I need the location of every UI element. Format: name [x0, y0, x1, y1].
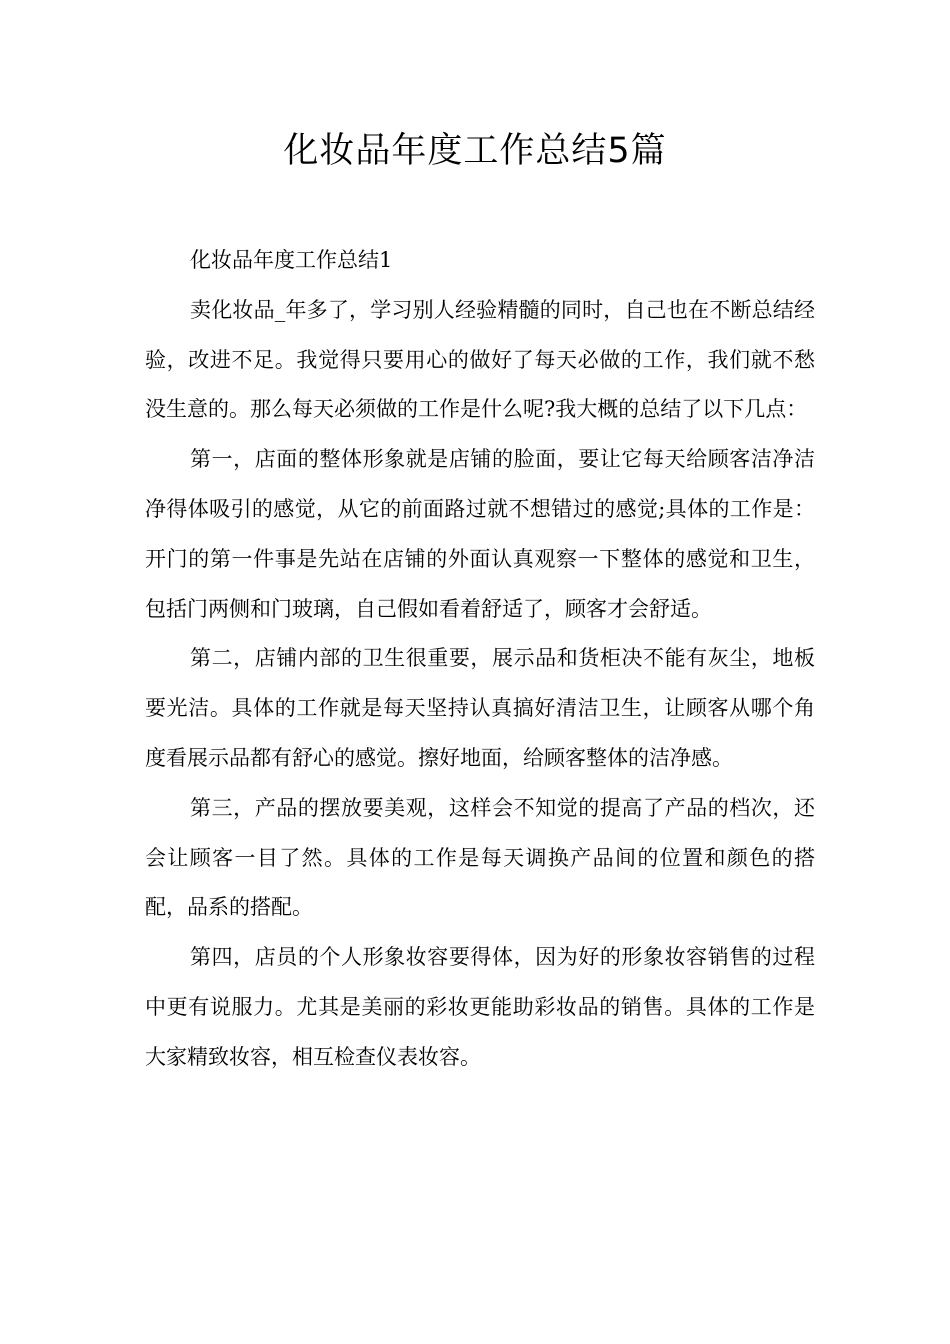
paragraph-intro: 卖化妆品_年多了，学习别人经验精髓的同时，自己也在不断总结经验，改进不足。我觉得只要用心的做好了每天必做的工作，我们就不愁没生意的。那么每天必须做的工作是什么呢?我大概的总结了以下几点： — [145, 297, 815, 422]
paragraph-point-3: 第三，产品的摆放要美观，这样会不知觉的提高了产品的档次，还会让顾客一目了然。具体的工作是每天调换产品间的位置和颜色的搭配，品系的搭配。 — [145, 795, 815, 920]
document-body — [145, 236, 815, 1083]
paragraph-point-4: 第四，店员的个人形象妆容要得体，因为好的形象妆容销售的过程中更有说服力。尤其是美丽的彩妆更能助彩妆品的销售。具体的工作是大家精致妆容，相互检查仪表妆容。 — [145, 945, 815, 1069]
paragraph-point-2: 第二，店铺内部的卫生很重要，展示品和货柜决不能有灰尘，地板要光洁。具体的工作就是每天坚持认真搞好清洁卫生，让顾客从哪个角度看展示品都有舒心的感觉。擦好地面，给顾客整体的洁净感。 — [145, 646, 815, 770]
section-heading: 化妆品年度工作总结1 — [190, 248, 393, 272]
paragraph-point-1: 第一，店面的整体形象就是店铺的脸面，要让它每天给顾客洁净洁净得体吸引的感觉，从它的前面路过就不想错过的感觉;具体的工作是：开门的第一件事是先站在店铺的外面认真观察一下整体的感觉和卫生，包括门两侧和门玻璃，自己假如看着舒适了，顾客才会舒适。 — [145, 447, 815, 621]
document-title: 化妆品年度工作总结5篇 — [283, 131, 667, 171]
